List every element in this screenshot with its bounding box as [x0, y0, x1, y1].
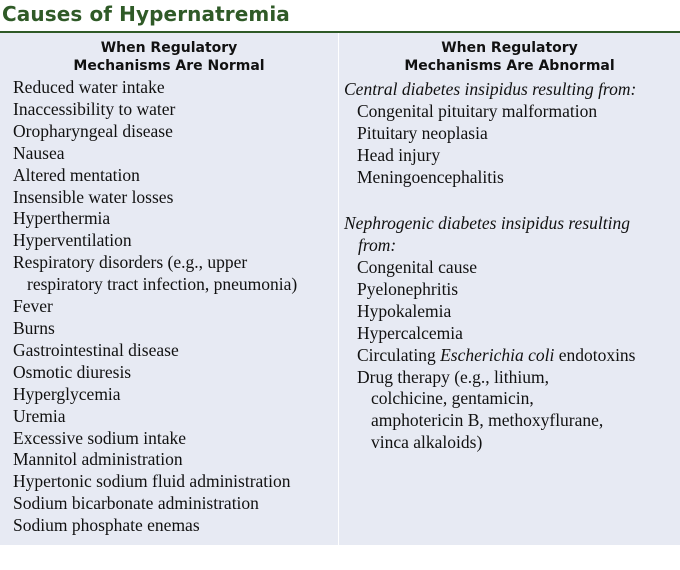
- nephrogenic-di-list: [357, 257, 636, 454]
- normal-header-line1: When Regulatory: [100, 40, 238, 56]
- list-item: Hyperventilation: [13, 230, 132, 251]
- list-item: Nausea: [13, 142, 65, 163]
- list-item-endotoxins: [357, 345, 636, 367]
- abnormal-column-header: [339, 39, 680, 75]
- organism-name: Escherichia coli: [440, 344, 555, 365]
- list-item: Congenital cause: [357, 257, 478, 277]
- list-item: Excessive sodium intake: [13, 427, 187, 448]
- list-item: Respiratory disorders (e.g., upper: [13, 252, 248, 273]
- list-item: Hyperthermia: [13, 208, 111, 229]
- list-item: Inaccessibility to water: [13, 98, 176, 119]
- list-item: Insensible water losses: [13, 186, 174, 207]
- list-item: Uremia: [13, 405, 66, 426]
- list-item-continuation: respiratory tract infection, pneumonia): [27, 274, 298, 295]
- endotoxin-prefix: Circulating: [357, 344, 441, 365]
- list-item: Mannitol administration: [13, 449, 183, 470]
- abnormal-header-line1: When Regulatory: [441, 40, 578, 56]
- endotoxin-suffix: endotoxins: [554, 344, 636, 365]
- normal-column-header: [0, 39, 338, 75]
- list-item: Hyperglycemia: [13, 383, 121, 404]
- list-item: Meningoencephalitis: [357, 166, 504, 187]
- list-item: Osmotic diuresis: [13, 361, 132, 382]
- list-item-continuation: vinca alkaloids): [371, 432, 483, 453]
- list-item: Hypertonic sodium fluid administration: [13, 471, 291, 492]
- central-di-list: [357, 101, 597, 189]
- list-item: Sodium phosphate enemas: [13, 515, 200, 536]
- page-title: Causes of Hypernatremia: [2, 2, 290, 26]
- nephrogenic-di-heading: [344, 213, 630, 257]
- list-item: Hypercalcemia: [357, 322, 463, 343]
- causes-table: [0, 33, 680, 545]
- list-item: Oropharyngeal disease: [13, 120, 173, 141]
- column-divider: [338, 33, 339, 545]
- central-di-heading: Central diabetes insipidus resulting from:: [344, 79, 637, 99]
- list-item: Pyelonephritis: [357, 278, 459, 299]
- nephrogenic-heading-line2: from:: [358, 234, 397, 255]
- abnormal-header-line2: Mechanisms Are Abnormal: [404, 58, 615, 74]
- list-item: Burns: [13, 317, 55, 338]
- list-item: Altered mentation: [13, 164, 140, 185]
- list-item: Head injury: [357, 144, 441, 165]
- list-item-continuation: amphotericin B, methoxyflurane,: [371, 410, 604, 431]
- nephrogenic-heading-line1: Nephrogenic diabetes insipidus resulting: [344, 213, 630, 233]
- list-item: Gastrointestinal disease: [13, 339, 179, 360]
- normal-header-line2: Mechanisms Are Normal: [73, 58, 265, 74]
- list-item: Reduced water intake: [13, 77, 165, 97]
- list-item: Congenital pituitary malformation: [357, 101, 598, 121]
- list-item: Hypokalemia: [357, 300, 452, 321]
- normal-causes-list: [13, 77, 297, 537]
- list-item: Drug therapy (e.g., lithium,: [357, 366, 549, 387]
- list-item-continuation: colchicine, gentamicin,: [371, 388, 534, 409]
- list-item: Pituitary neoplasia: [357, 122, 488, 143]
- list-item: Fever: [13, 296, 53, 317]
- list-item: Sodium bicarbonate administration: [13, 493, 259, 514]
